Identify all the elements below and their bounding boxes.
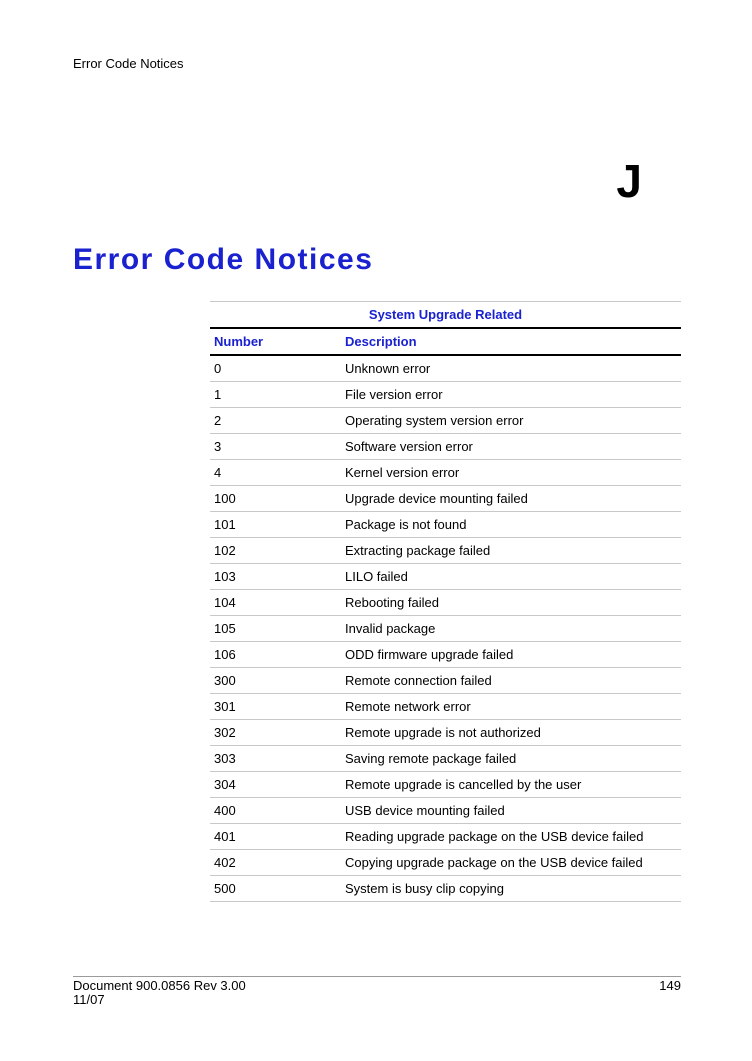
- error-code-description: Software version error: [341, 434, 681, 460]
- error-code-number: 101: [210, 512, 341, 538]
- error-code-table: [210, 301, 681, 902]
- page-number: 149: [659, 978, 681, 993]
- error-code-number: 304: [210, 772, 341, 798]
- error-code-number: 302: [210, 720, 341, 746]
- error-code-description: ODD firmware upgrade failed: [341, 642, 681, 668]
- error-code-number: 300: [210, 668, 341, 694]
- error-code-number: 303: [210, 746, 341, 772]
- table-row: [210, 355, 681, 382]
- table-row: [210, 668, 681, 694]
- table-row: [210, 746, 681, 772]
- table-header-row: [210, 329, 681, 355]
- error-code-description: USB device mounting failed: [341, 798, 681, 824]
- table-row: [210, 486, 681, 512]
- error-code-number: 105: [210, 616, 341, 642]
- footer-date: 11/07: [73, 992, 105, 1007]
- error-code-description: Reading upgrade package on the USB device failed: [341, 824, 681, 850]
- error-code-number: 4: [210, 460, 341, 486]
- error-code-number: 103: [210, 564, 341, 590]
- table-row: [210, 590, 681, 616]
- error-code-description: Package is not found: [341, 512, 681, 538]
- error-code-number: 1: [210, 382, 341, 408]
- footer-document-id: Document 900.0856 Rev 3.00: [73, 978, 246, 993]
- error-code-number: 301: [210, 694, 341, 720]
- table-row: [210, 642, 681, 668]
- error-code-description: Remote upgrade is cancelled by the user: [341, 772, 681, 798]
- error-code-description: Unknown error: [341, 355, 681, 382]
- chapter-letter: J: [616, 155, 642, 207]
- table-row: [210, 850, 681, 876]
- error-code-description: Kernel version error: [341, 460, 681, 486]
- error-code-description: Invalid package: [341, 616, 681, 642]
- error-code-description: Operating system version error: [341, 408, 681, 434]
- error-code-description: Extracting package failed: [341, 538, 681, 564]
- error-code-number: 0: [210, 355, 341, 382]
- error-code-number: 102: [210, 538, 341, 564]
- error-code-number: 3: [210, 434, 341, 460]
- table-row: [210, 538, 681, 564]
- footer-rule: [73, 976, 681, 977]
- table-row: [210, 720, 681, 746]
- error-code-description: System is busy clip copying: [341, 876, 681, 902]
- table-row: [210, 512, 681, 538]
- error-code-description: Remote network error: [341, 694, 681, 720]
- column-header-number: Number: [210, 329, 341, 355]
- error-code-number: 106: [210, 642, 341, 668]
- error-code-description: Copying upgrade package on the USB device failed: [341, 850, 681, 876]
- table-row: [210, 798, 681, 824]
- running-header: Error Code Notices: [73, 56, 184, 71]
- table-row: [210, 694, 681, 720]
- table-row: [210, 460, 681, 486]
- table-row: [210, 616, 681, 642]
- error-code-description: Remote connection failed: [341, 668, 681, 694]
- error-code-description: Saving remote package failed: [341, 746, 681, 772]
- error-code-description: LILO failed: [341, 564, 681, 590]
- error-code-number: 100: [210, 486, 341, 512]
- error-code-number: 2: [210, 408, 341, 434]
- error-code-description: Rebooting failed: [341, 590, 681, 616]
- table-row: [210, 824, 681, 850]
- error-code-description: Remote upgrade is not authorized: [341, 720, 681, 746]
- error-code-description: Upgrade device mounting failed: [341, 486, 681, 512]
- table-row: [210, 876, 681, 902]
- table-row: [210, 564, 681, 590]
- error-code-description: File version error: [341, 382, 681, 408]
- footer-document-info: [73, 979, 246, 1007]
- column-header-description: Description: [341, 329, 681, 355]
- page-title: Error Code Notices: [73, 243, 374, 276]
- table-row: [210, 382, 681, 408]
- error-code-number: 401: [210, 824, 341, 850]
- error-code-number: 402: [210, 850, 341, 876]
- table-row: [210, 772, 681, 798]
- error-code-number: 400: [210, 798, 341, 824]
- error-code-number: 104: [210, 590, 341, 616]
- error-code-number: 500: [210, 876, 341, 902]
- table-caption: System Upgrade Related: [210, 301, 681, 329]
- table-row: [210, 408, 681, 434]
- table-row: [210, 434, 681, 460]
- table-body: [210, 355, 681, 902]
